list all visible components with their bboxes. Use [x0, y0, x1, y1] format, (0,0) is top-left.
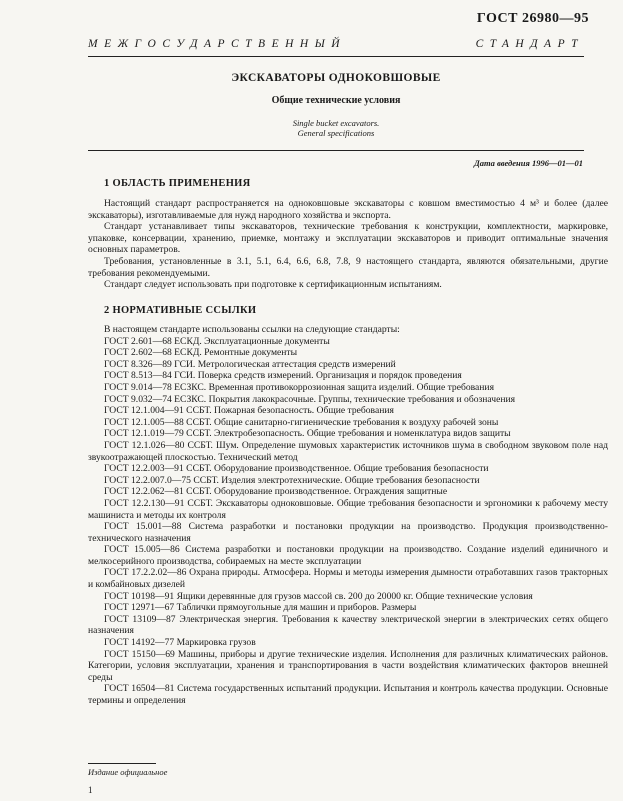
title-rule: [88, 150, 584, 151]
document-subtitle: Общие технические условия: [271, 95, 401, 106]
footer-rule: [88, 763, 156, 764]
reference-item: ГОСТ 12.1.005—88 ССБТ. Общие санитарно-гигиенические требования к воздуху рабочей зоны: [104, 416, 499, 428]
section-1-heading: 1 ОБЛАСТЬ ПРИМЕНЕНИЯ: [104, 178, 251, 189]
introduction-date: Дата введения 1996—01—01: [473, 158, 583, 168]
section-1-paragraph: Стандарт следует использовать при подготовке к сертификационным испытаниям.: [104, 279, 442, 291]
reference-item: ГОСТ 15150—69 Машины, приборы и другие технические изделия. Исполнения для различных климатических районов. Категории, условия эксплуатации, хранения и транспортирования в части воздействия климатических факторов внешней среды: [88, 648, 608, 683]
reference-item: ГОСТ 12.1.026—80 ССБТ. Шум. Определение шумовых характеристик источников шума в свободном звуковом поле над звукоотражающей плоскостью. Технический метод: [88, 439, 608, 463]
standard-type-heading: [88, 38, 584, 50]
section-1-paragraph: Требования, установленные в 3.1, 5.1, 6.4, 6.6, 6.8, 7.8, 9 настоящего стандарта, являются обязательными, другие требования рекомендуемыми.: [88, 255, 608, 279]
section-1-paragraph: Настоящий стандарт распространяется на одноковшовые экскаваторы с ковшом вместимостью 4 м³ и более (далее экскаваторы), изготавливаемые для нужд народного хозяйства и экспорта.: [88, 198, 608, 221]
edition-note: Издание официальное: [88, 767, 168, 777]
section-1-paragraph: Стандарт устанавливает типы экскаваторов, технические требования к конструкции, комплектности, маркировке, упаковке, консервации, хранению, приемке, монтажу и эксплуатации экскаваторов и приводит оптимальные значения основных параметров.: [88, 221, 608, 256]
reference-item: ГОСТ 12.1.004—91 ССБТ. Пожарная безопасность. Общие требования: [104, 405, 394, 417]
reference-item: ГОСТ 9.032—74 ЕСЗКС. Покрытия лакокрасочные. Группы, технические требования и обозначения: [104, 393, 516, 405]
section-2-heading: 2 НОРМАТИВНЫЕ ССЫЛКИ: [104, 305, 257, 316]
section-1-body: [88, 198, 608, 291]
header-rule: [88, 56, 584, 57]
reference-item: ГОСТ 17.2.2.02—86 Охрана природы. Атмосфера. Нормы и методы измерения дымности отработавших газов тракторных и комбайновых дизелей: [88, 567, 608, 591]
standard-type-word-2: СТАНДАРТ: [475, 38, 584, 50]
english-title-line-2: General specifications: [297, 128, 375, 138]
reference-item: ГОСТ 12.1.019—79 ССБТ. Электробезопасность. Общие требования и номенклатура видов защиты: [104, 428, 511, 440]
reference-item: ГОСТ 12.2.130—91 ССБТ. Экскаваторы одноковшовые. Общие требования безопасности и эргономики к рабочему месту машиниста и методы их контроля: [88, 497, 608, 521]
reference-item: ГОСТ 10198—91 Ящики деревянные для грузов массой св. 200 до 20000 кг. Общие технические условия: [104, 590, 533, 602]
reference-item: ГОСТ 12.2.007.0—75 ССБТ. Изделия электротехнические. Общие требования безопасности: [104, 474, 480, 486]
reference-item: ГОСТ 9.014—78 ЕСЗКС. Временная противокоррозионная защита изделий. Общие требования: [104, 381, 494, 393]
reference-item: ГОСТ 2.601—68 ЕСКД. Эксплуатационные документы: [104, 335, 330, 347]
document-title: ЭКСКАВАТОРЫ ОДНОКОВШОВЫЕ: [231, 72, 441, 84]
reference-item: ГОСТ 14192—77 Маркировка грузов: [104, 637, 256, 649]
gost-number: ГОСТ 26980—95: [476, 11, 589, 26]
reference-item: ГОСТ 12.2.062—81 ССБТ. Оборудование производственное. Ограждения защитные: [104, 486, 448, 498]
reference-item: ГОСТ 12.2.003—91 ССБТ. Оборудование производственное. Общие требования безопасности: [104, 463, 489, 475]
section-2-intro: В настоящем стандарте использованы ссылки на следующие стандарты:: [104, 324, 400, 335]
reference-item: ГОСТ 12971—67 Таблички прямоугольные для машин и приборов. Размеры: [104, 602, 417, 614]
section-2-body: [88, 324, 608, 707]
reference-item: ГОСТ 15.001—88 Система разработки и постановки продукции на производство. Продукция производственно-технического назначения: [88, 521, 608, 544]
reference-item: ГОСТ 16504—81 Система государственных испытаний продукции. Испытания и контроль качества продукции. Основные термины и определения: [88, 683, 608, 706]
reference-item: ГОСТ 2.602—68 ЕСКД. Ремонтные документы: [104, 347, 298, 359]
english-title-line-1: Single bucket excavators.: [292, 118, 380, 128]
reference-item: ГОСТ 13109—87 Электрическая энергия. Требования к качеству электрической энергии в электрических сетях общего назначения: [88, 613, 608, 637]
reference-item: ГОСТ 8.326—89 ГСИ. Метрологическая аттестация средств измерений: [104, 358, 396, 370]
standard-type-word-1: МЕЖГОСУДАРСТВЕННЫЙ: [88, 38, 347, 50]
reference-item: ГОСТ 8.513—84 ГСИ. Поверка средств измерений. Организация и порядок проведения: [104, 370, 462, 382]
reference-item: ГОСТ 15.005—86 Система разработки и постановки продукции на производство. Создание изделий единичного и мелкосерийного производства, собираемых на месте эксплуатации: [88, 544, 608, 567]
page-number: 1: [88, 785, 93, 795]
